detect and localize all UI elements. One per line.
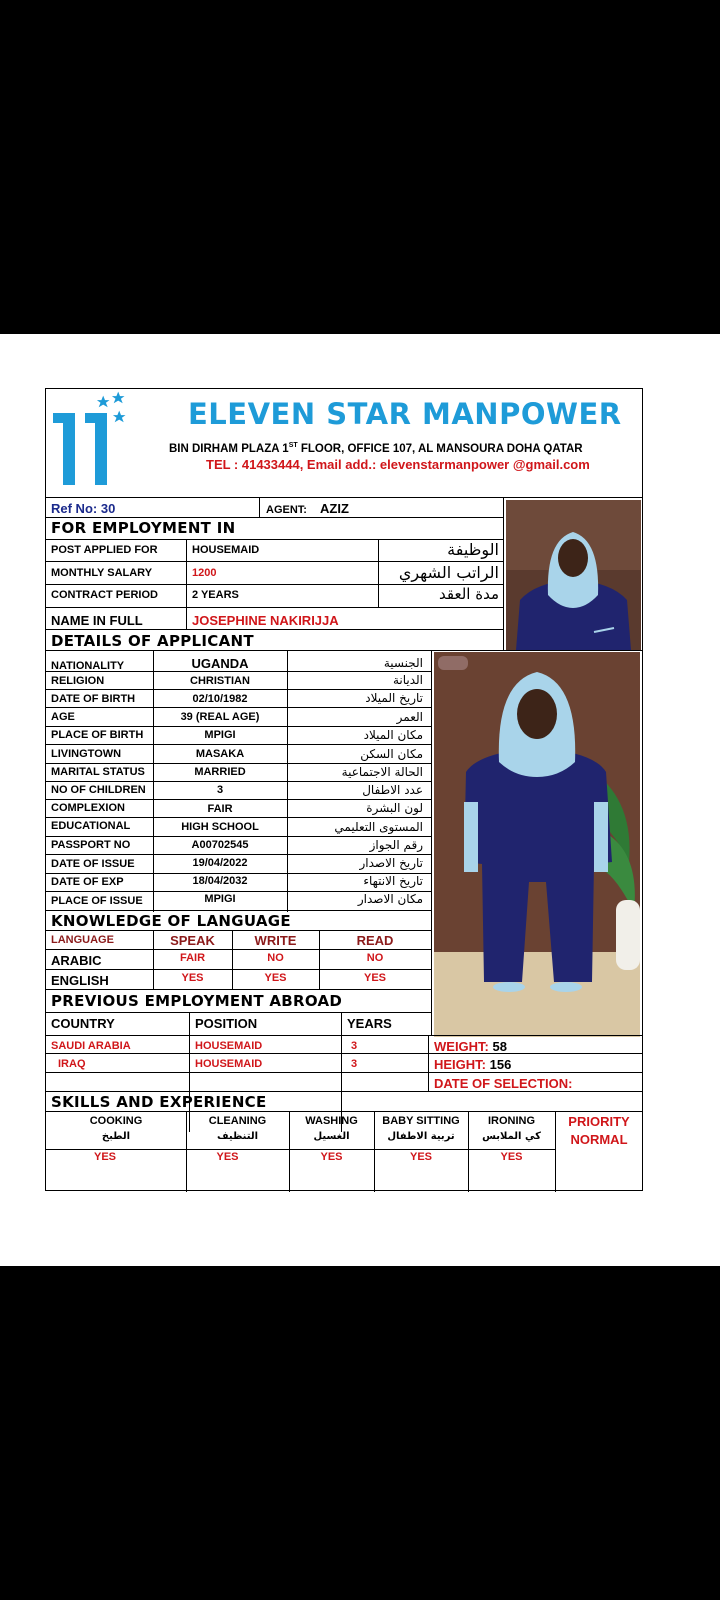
skills-section-title: SKILLS AND EXPERIENCE [51,1093,267,1111]
company-address: BIN DIRHAM PLAZA 1ST FLOOR, OFFICE 107, AL MANSOURA DOHA QATAR [169,442,583,455]
company-contact: TEL : 41433444, Email add.: elevenstarmanpower @gmail.com [206,457,590,472]
post-label: POST APPLIED FOR [51,544,158,556]
name-label: NAME IN FULL [51,613,143,628]
contract-label: CONTRACT PERIOD [51,589,158,601]
agent-label: AGENT: [266,504,307,516]
contract-value: 2 YEARS [192,589,239,601]
post-value: HOUSEMAID [192,544,260,556]
cv-document: 11 ELEVEN STAR MANPOWER BIN DIRHAM PLAZA 1ST FLOOR, OFFICE 107, AL MANSOURA DOHA QATAR TEL : 41433444, Email add.: elevenstarmanpower @gmail.com Ref No: 30 AGENT: AZIZ FOR EMPLOYMENT IN POST APPLIED FOR HOUSEMAID الوظيفة MONTHLY SALARY 1200 الراتب الشهري CONTRACT PERIOD 2 YEARS مدة العقد NAME IN FULL JOSEPHINE NAKIRIJJA DETAILS OF APPLICANT NATIONALITY UGANDA الجنسية RELIGION CHRISTIAN الديانة DATE OF BIRTH 02/10/1982 تاريخ الميلاد AGE 39 (REAL AGE) العمر PLACE OF BIRTH MPIGI مكان الميلاد LIVINGTOWN MASAKA مكان السكن MARITAL STATUS MARRIED الحالة الاجتماعية NO OF CHILDREN 3 عدد الاطفال COMPLEXION FAIR لون البشرة EDUCATIONAL HIGH SCHOOL المستوى التعليمي PASSPORT NO A00702545 رقم الجواز DATE OF ISSUE 19/04/2022 تاريخ الاصدار DATE OF EXP 18/04/2032 تاريخ الانتهاء PLACE OF ISSUE MPIGI مكان الاصدار KNOWLEDGE OF LANGUAGE LANGUAGE SPEAK WRITE READ ARABIC FAIR NO NO ENGLISH YES YES YES PREVIOUS EMPLOYMENT ABROAD COUNTRY POSITION YEARS SAUDI ARABIA HOUSEMAID 3 IRAQ HOUSEMAID 3 WEIGHT: 58 HEIGHT: 156 DATE OF SELECTION: SKILLS AND EXPERIENCE COOKING الطبخ YES CLEANING التنظيف YES WASHING الغسيل YES BABY SITTING تربية الاطفال YES IRONING كي الملابس YES PRIORITY NORMAL [45,388,643,1191]
write-header: WRITE [254,933,297,948]
contract-ar: مدة العقد [439,585,499,603]
ref-label: Ref No: 30 [51,501,116,516]
agent-value: AZIZ [320,501,349,516]
speak-header: SPEAK [170,933,215,948]
logo-graphic [51,391,133,487]
salary-label: MONTHLY SALARY [51,567,153,579]
post-ar: الوظيفة [447,540,499,559]
logo [51,391,133,487]
date-of-selection-field: DATE OF SELECTION: [434,1076,573,1091]
read-header: READ [356,933,394,948]
language-section-title: KNOWLEDGE OF LANGUAGE [51,912,291,930]
previous-section-title: PREVIOUS EMPLOYMENT ABROAD [51,992,343,1010]
country-header: COUNTRY [51,1016,115,1031]
height-field: HEIGHT: 156 [434,1057,512,1072]
salary-value: 1200 [192,567,217,579]
position-header: POSITION [195,1016,258,1031]
name-value: JOSEPHINE NAKIRIJJA [192,613,339,628]
applicant-full-photo [434,652,640,1037]
weight-field: WEIGHT: 58 [434,1039,507,1054]
applicant-portrait-photo [506,500,641,650]
language-header: LANGUAGE [51,934,114,946]
years-header: YEARS [347,1016,392,1031]
details-section-title: DETAILS OF APPLICANT [51,632,254,650]
company-name: ELEVEN STAR MANPOWER [188,397,622,431]
logo-number: 11 [51,391,53,392]
salary-ar: الراتب الشهري [398,563,499,582]
employment-section-title: FOR EMPLOYMENT IN [51,519,236,537]
